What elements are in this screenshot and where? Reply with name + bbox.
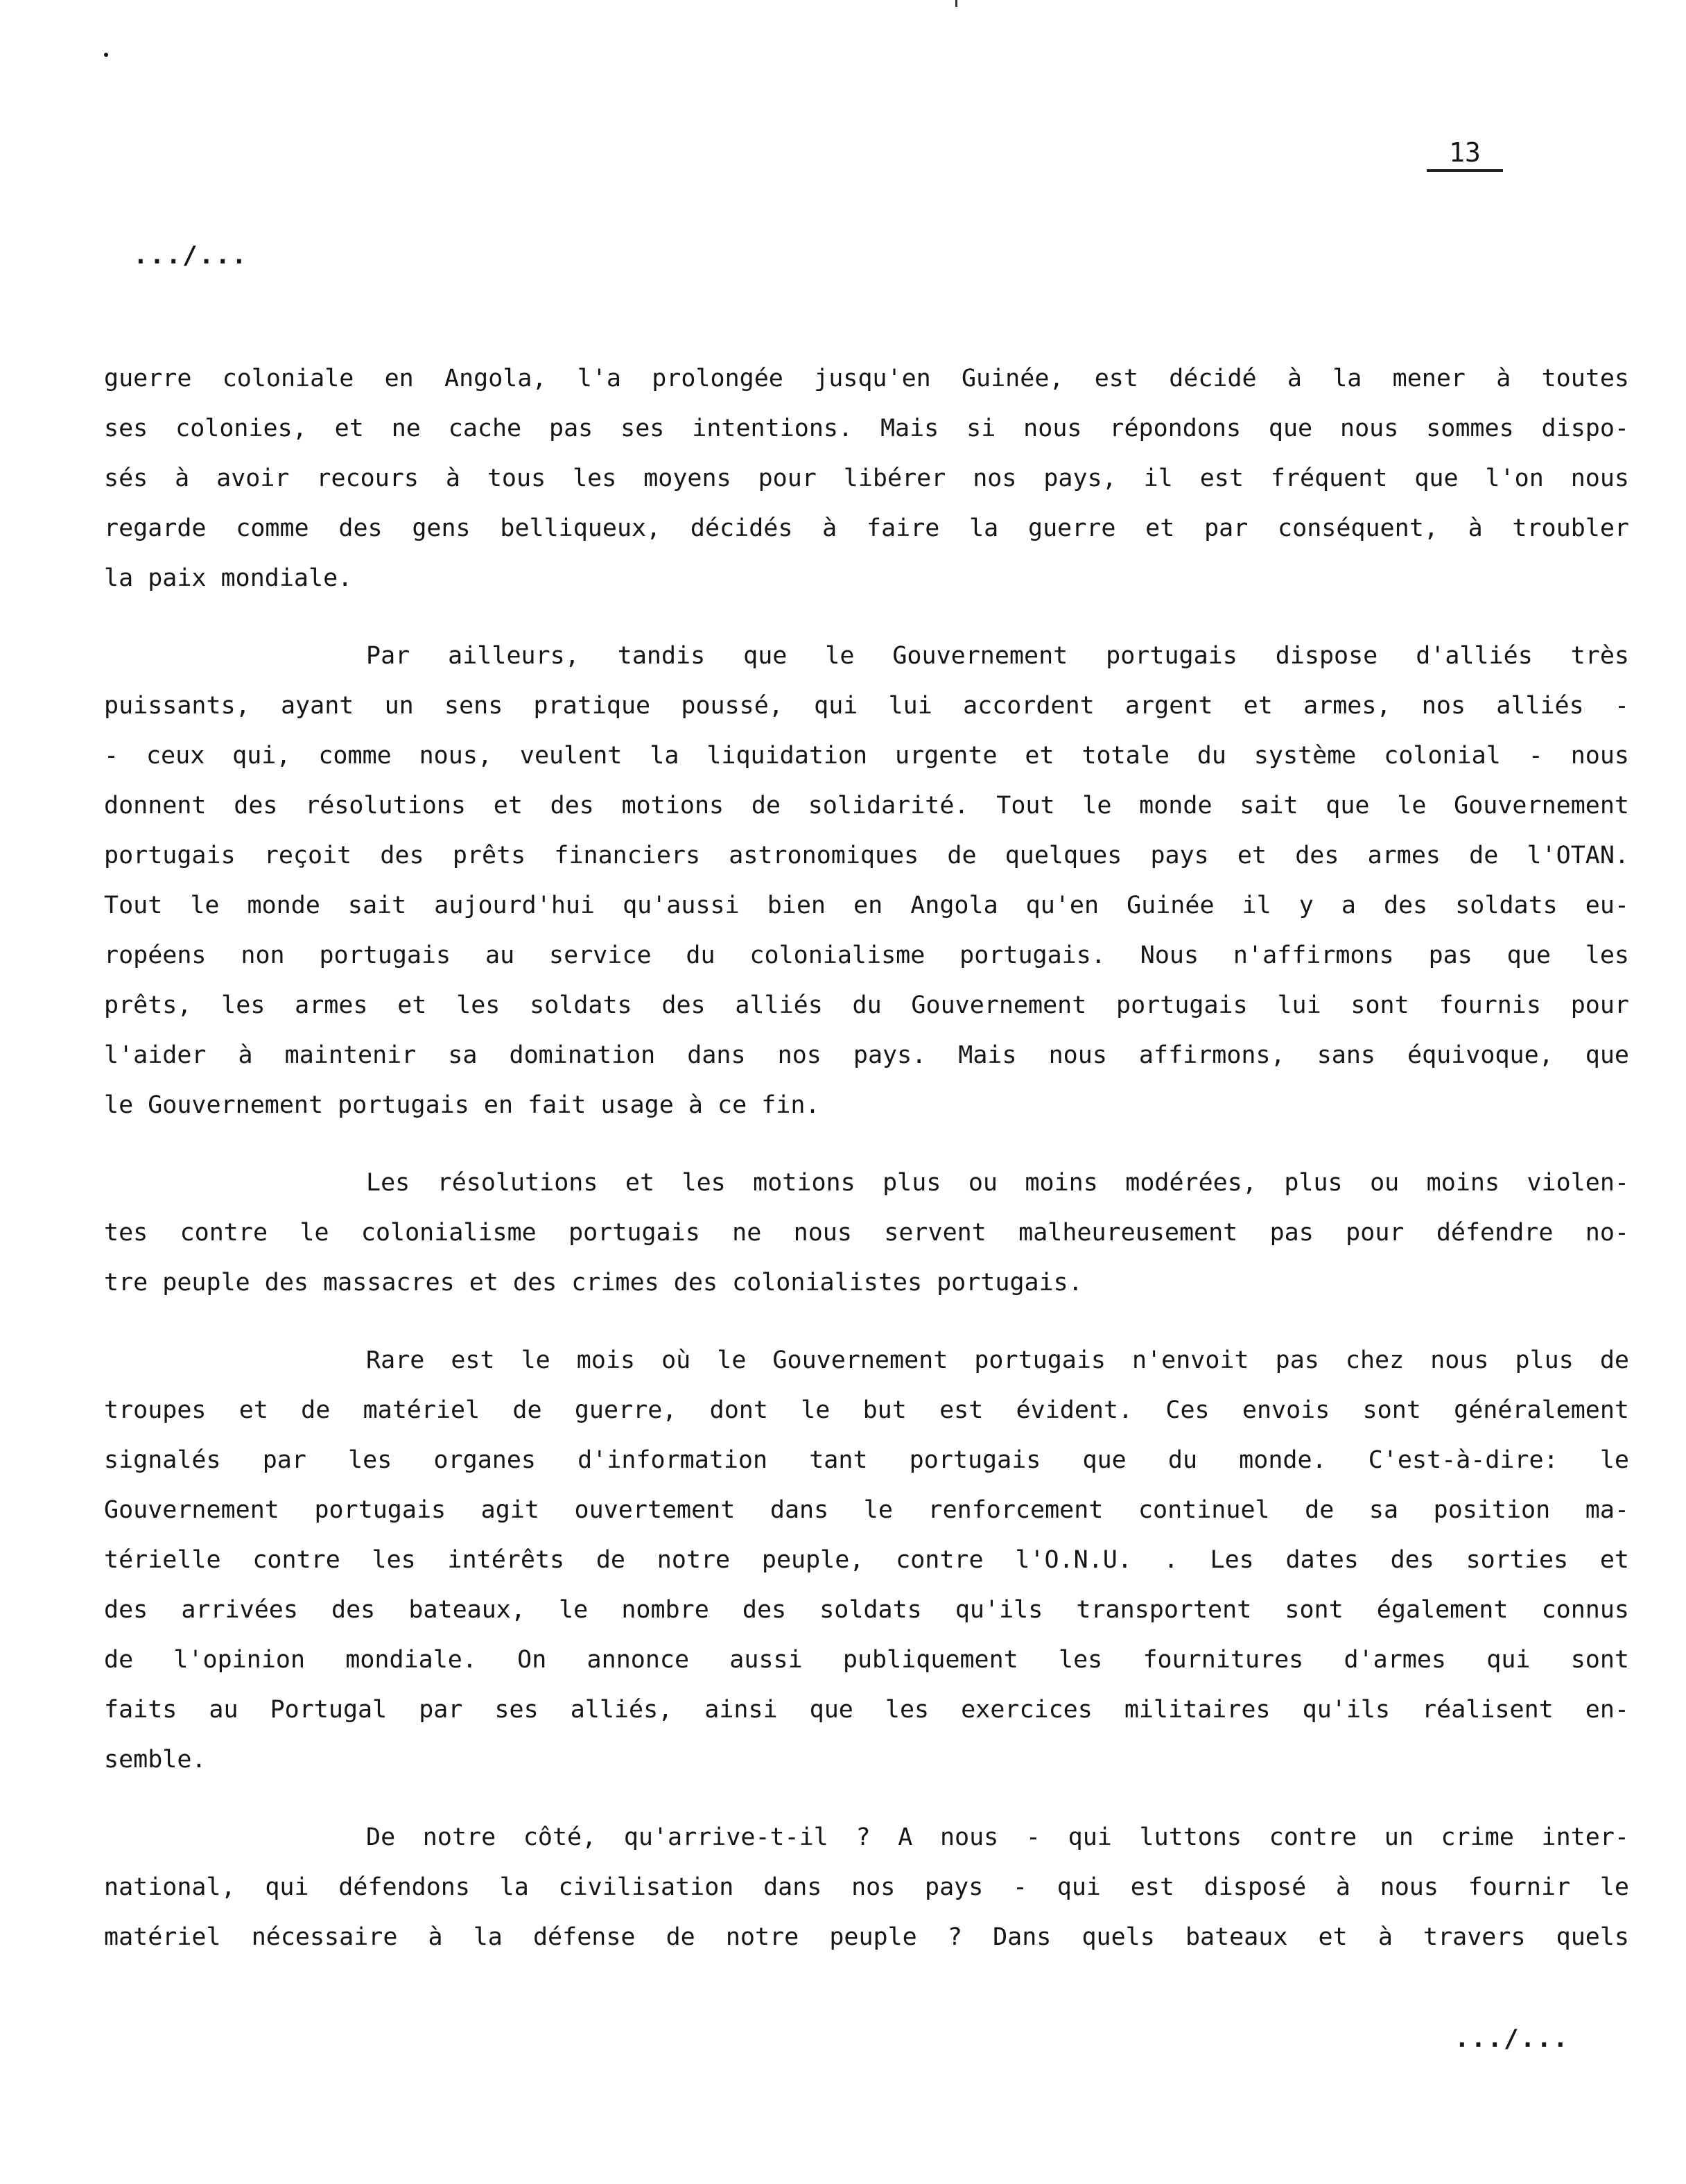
continuation-marker-bottom: .../... <box>1454 2025 1570 2053</box>
text-line: troupes et de matériel de guerre, dont le but est évident. Ces envois sont généralement <box>104 1396 1629 1424</box>
text-line: prêts, les armes et les soldats des alliés du Gouvernement portugais lui sont fournis pour <box>104 991 1629 1019</box>
page-number: 13 <box>1427 137 1503 172</box>
scan-speck <box>104 53 108 57</box>
text-line: semble. <box>104 1746 207 1774</box>
text-line: tes contre le colonialisme portugais ne nous servent malheureusement pas pour défendre no- <box>104 1219 1629 1247</box>
text-line: guerre coloniale en Angola, l'a prolongée jusqu'en Guinée, est décidé à la mener à toutes <box>104 365 1629 392</box>
continuation-marker-top: .../... <box>133 241 248 270</box>
text-line: Les résolutions et les motions plus ou moins modérées, plus ou moins violen- <box>366 1169 1629 1197</box>
text-line: regarde comme des gens belliqueux, décidés à faire la guerre et par conséquent, à troubler <box>104 514 1629 542</box>
text-line: De notre côté, qu'arrive-t-il ? A nous - qui luttons contre un crime inter- <box>366 1823 1629 1851</box>
text-line: portugais reçoit des prêts financiers astronomiques de quelques pays et des armes de l'OTAN. <box>104 842 1629 869</box>
text-line: national, qui défendons la civilisation dans nos pays - qui est disposé à nous fournir le <box>104 1873 1629 1901</box>
text-line: Gouvernement portugais agit ouvertement dans le renforcement continuel de sa position ma- <box>104 1496 1629 1524</box>
body-text <box>104 354 1629 1962</box>
text-line: matériel nécessaire à la défense de notre peuple ? Dans quels bateaux et à travers quels <box>104 1923 1629 1951</box>
text-line: Rare est le mois où le Gouvernement portugais n'envoit pas chez nous plus de <box>366 1346 1629 1374</box>
text-line: Par ailleurs, tandis que le Gouvernement portugais dispose d'alliés très <box>366 642 1629 670</box>
text-line: térielle contre les intérêts de notre peuple, contre l'O.N.U. . Les dates des sorties et <box>104 1546 1629 1574</box>
text-line: signalés par les organes d'information tant portugais que du monde. C'est-à-dire: le <box>104 1446 1629 1474</box>
text-line: puissants, ayant un sens pratique poussé, qui lui accordent argent et armes, nos alliés - <box>104 692 1629 720</box>
text-line: sés à avoir recours à tous les moyens pour libérer nos pays, il est fréquent que l'on nous <box>104 465 1629 492</box>
text-line: de l'opinion mondiale. On annonce aussi publiquement les fournitures d'armes qui sont <box>104 1646 1629 1674</box>
paragraph <box>104 631 1629 1130</box>
text-line: - ceux qui, comme nous, veulent la liquidation urgente et totale du système colonial - nous <box>104 742 1629 770</box>
text-line: Tout le monde sait aujourd'hui qu'aussi bien en Angola qu'en Guinée il y a des soldats eu- <box>104 892 1629 919</box>
text-line: ses colonies, et ne cache pas ses intentions. Mais si nous répondons que nous sommes dispo- <box>104 415 1629 442</box>
text-line: faits au Portugal par ses alliés, ainsi que les exercices militaires qu'ils réalisent en- <box>104 1696 1629 1724</box>
paragraph <box>104 1335 1629 1785</box>
text-line: l'aider à maintenir sa domination dans nos pays. Mais nous affirmons, sans équivoque, que <box>104 1041 1629 1069</box>
scan-speck <box>955 0 957 7</box>
text-line: ropéens non portugais au service du colonialisme portugais. Nous n'affirmons pas que les <box>104 942 1629 969</box>
text-line: le Gouvernement portugais en fait usage à ce fin. <box>104 1091 820 1119</box>
paragraph <box>104 354 1629 603</box>
paragraph <box>104 1812 1629 1962</box>
text-line: donnent des résolutions et des motions de solidarité. Tout le monde sait que le Gouvernement <box>104 792 1629 820</box>
text-line: la paix mondiale. <box>104 564 353 592</box>
text-line: des arrivées des bateaux, le nombre des soldats qu'ils transportent sont également connus <box>104 1596 1629 1624</box>
paragraph <box>104 1158 1629 1308</box>
text-line: tre peuple des massacres et des crimes des colonialistes portugais. <box>104 1269 1083 1297</box>
